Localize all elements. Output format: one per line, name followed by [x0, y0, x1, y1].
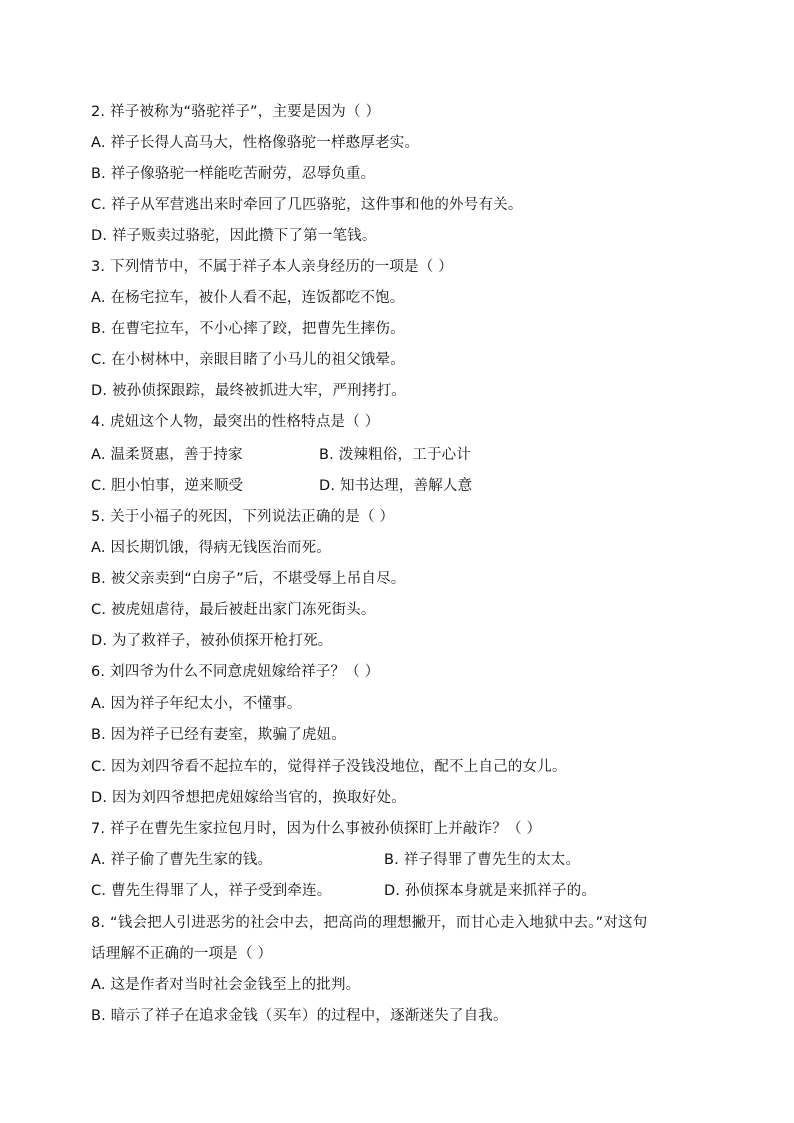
option-3b: B. 在曹宅拉车，不小心摔了跤，把曹先生摔伤。 — [91, 321, 405, 337]
option-2d: D. 祥子贩卖过骆驼，因此攒下了第一笔钱。 — [91, 228, 377, 244]
option-8a: A. 这是作者对当时社会金钱至上的批判。 — [91, 977, 361, 993]
option-2a: A. 祥子长得人高马大，性格像骆驼一样憨厚老实。 — [91, 135, 420, 151]
question-8-continued: 话理解不正确的一项是（ ） — [91, 946, 273, 962]
option-4c: C. 胆小怕事，逆来顺受 — [91, 478, 244, 494]
option-6d: D. 因为刘四爷想把虎妞嫁给当官的，换取好处。 — [91, 790, 406, 806]
option-5a: A. 因长期饥饿，得病无钱医治而死。 — [91, 540, 331, 556]
option-4b: B. 泼辣粗俗，工于心计 — [319, 447, 472, 463]
question-5: 5. 关于小福子的死因，下列说法正确的是（ ） — [91, 509, 395, 525]
option-7d: D. 孙侦探本身就是来抓祥子的。 — [384, 883, 597, 899]
option-6b: B. 因为祥子已经有妻室，欺骗了虎妞。 — [91, 727, 346, 743]
option-5d: D. 为了救祥子，被孙侦探开枪打死。 — [91, 633, 333, 649]
option-8b: B. 暗示了祥子在追求金钱（买车）的过程中，逐渐迷失了自我。 — [91, 1008, 508, 1024]
option-5b: B. 被父亲卖到“白房子”后，不堪受辱上吊自尽。 — [91, 571, 406, 587]
option-3c: C. 在小树林中，亲眼目睹了小马儿的祖父饿晕。 — [91, 352, 405, 368]
question-7: 7. 祥子在曹先生家拉包月时，因为什么事被孙侦探盯上并敲诈？（ ） — [91, 821, 542, 837]
option-4d: D. 知书达理，善解人意 — [319, 478, 473, 494]
question-6: 6. 刘四爷为什么不同意虎妞嫁给祥子？（ ） — [91, 664, 380, 680]
option-6c: C. 因为刘四爷看不起拉车的，觉得祥子没钱没地位，配不上自己的女儿。 — [91, 759, 567, 775]
option-4a: A. 温柔贤惠，善于持家 — [91, 447, 243, 463]
option-6a: A. 因为祥子年纪太小，不懂事。 — [91, 696, 302, 712]
question-8: 8. “钱会把人引进恶劣的社会中去，把高尚的理想撇开，而甘心走入地狱中去。”对这句 — [91, 915, 648, 931]
option-7c: C. 曹先生得罪了人，祥子受到牵连。 — [91, 883, 332, 899]
option-3a: A. 在杨宅拉车，被仆人看不起，连饭都吃不饱。 — [91, 290, 405, 306]
question-3: 3. 下列情节中，不属于祥子本人亲身经历的一项是（ ） — [91, 259, 453, 275]
option-5c: C. 被虎妞虐待，最后被赶出家门冻死街头。 — [91, 602, 376, 618]
option-2b: B. 祥子像骆驼一样能吃苦耐劳，忍辱负重。 — [91, 166, 376, 182]
question-2: 2. 祥子被称为“骆驼祥子”，主要是因为（ ） — [91, 104, 381, 120]
question-4: 4. 虎妞这个人物，最突出的性格特点是（ ） — [91, 414, 380, 430]
option-7b: B. 祥子得罪了曹先生的太太。 — [384, 852, 581, 868]
option-7a: A. 祥子偷了曹先生家的钱。 — [91, 852, 273, 868]
option-3d: D. 被孙侦探跟踪，最终被抓进大牢，严刑拷打。 — [91, 383, 406, 399]
option-2c: C. 祥子从军营逃出来时牵回了几匹骆驼，这件事和他的外号有关。 — [91, 197, 523, 213]
